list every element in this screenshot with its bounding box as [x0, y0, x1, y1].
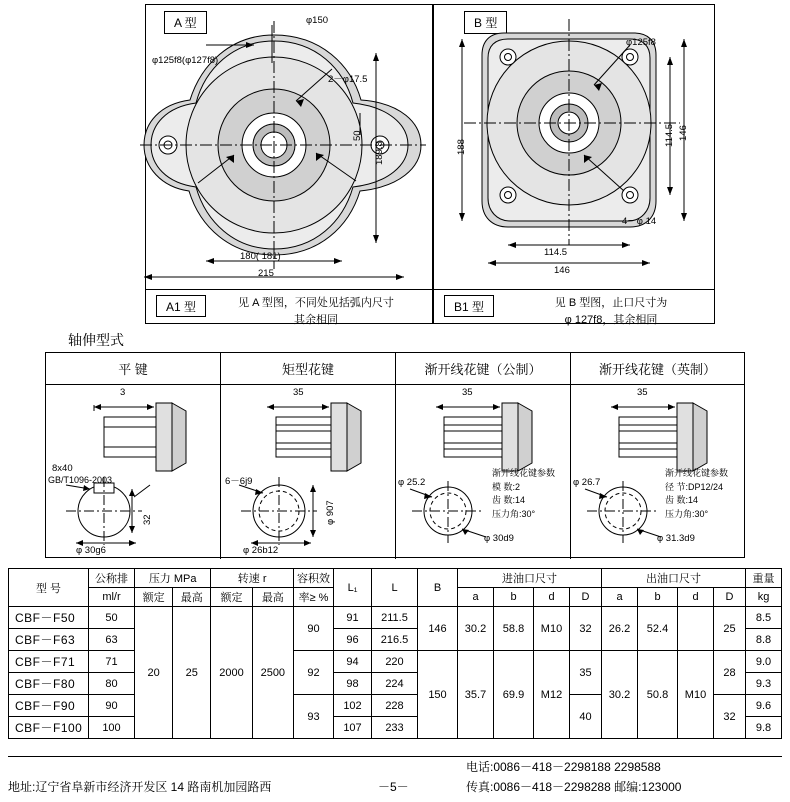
- cell-weight: 9.6: [746, 695, 782, 717]
- cell-out-b: 50.8: [638, 651, 678, 739]
- shaft4-dim-35: 35: [637, 387, 648, 398]
- th-speed-max: 最高: [252, 588, 293, 607]
- cell-in-a: 35.7: [458, 651, 494, 739]
- cell-in-D: 35: [570, 651, 602, 695]
- th-b: B: [418, 569, 458, 607]
- cell-l1: 96: [334, 629, 372, 651]
- th-speed-rated: 额定: [211, 588, 252, 607]
- cell-disp: 63: [89, 629, 135, 651]
- cell-l: 233: [372, 717, 418, 739]
- th-outlet: 出油口尺寸: [602, 569, 746, 588]
- shaft1-dim-phi30g6: φ 30g6: [76, 545, 106, 556]
- cell-out-a: 30.2: [602, 651, 638, 739]
- shaft2-dim-35: 35: [293, 387, 304, 398]
- th-inlet-D: D: [570, 588, 602, 607]
- shaft-types-table: [45, 352, 745, 558]
- dim-b-114-5: 114.5: [664, 123, 675, 147]
- panel-a-label: A 型: [164, 11, 207, 34]
- shaft4-dim-phi26-7: φ 26.7: [573, 477, 601, 488]
- shaft-col-2-header: 矩型花键: [221, 353, 395, 385]
- shaft1-dim-standard: GB/T1096-2003: [48, 475, 113, 485]
- cell-l: 216.5: [372, 629, 418, 651]
- th-outlet-D: D: [714, 588, 746, 607]
- shaft3-dim-phi25-2: φ 25.2: [398, 477, 426, 488]
- cell-in-D: 40: [570, 695, 602, 739]
- shaft-section-title: 轴伸型式: [68, 332, 124, 348]
- dim-215: 215: [258, 268, 274, 279]
- panel-b-type: [433, 4, 715, 324]
- cell-l: 220: [372, 651, 418, 673]
- cell-vol: 93: [294, 695, 334, 739]
- panel-b-label: B 型: [464, 11, 507, 34]
- th-volumetric-unit: 率≥ %: [294, 588, 334, 607]
- cell-model: CBF－F80: [9, 673, 89, 695]
- shaft-col-flat-key: [46, 353, 221, 559]
- th-outlet-a: a: [602, 588, 638, 607]
- cell-b: 146: [418, 607, 458, 651]
- shaft-drawing-rect-spline: [221, 385, 396, 557]
- th-l1: L₁: [334, 569, 372, 607]
- shaft4-params: 渐开线花键参数 径 节:DP12/24 齿 数:14 压力角:30°: [665, 468, 729, 519]
- cell-out-d: M10: [678, 651, 714, 739]
- top-drawing-panels: [145, 4, 715, 324]
- cell-in-d: M10: [534, 607, 570, 651]
- panel-b-note-line1: 见 B 型图，止口尺寸为: [554, 297, 668, 309]
- shaft-col-3-header: 渐开线花键（公制）: [396, 353, 570, 385]
- cell-out-D: 32: [714, 695, 746, 739]
- cell-l1: 102: [334, 695, 372, 717]
- shaft1-dim-8x40: 8x40: [52, 463, 73, 474]
- shaft3-dim-phi30d9: φ 30d9: [484, 533, 514, 544]
- panel-b-drawing: [434, 5, 716, 289]
- dim-b-188: 188: [456, 139, 467, 155]
- dim-b-146: 146: [554, 265, 570, 276]
- th-inlet-b: b: [494, 588, 534, 607]
- dim-phi125f8: φ125f8(φ127f8): [152, 55, 219, 66]
- th-volumetric: 容积效: [294, 569, 334, 588]
- cell-out-D: 25: [714, 607, 746, 651]
- cell-weight: 8.5: [746, 607, 782, 629]
- shaft-col-involute-imperial: [571, 353, 744, 559]
- shaft-col-involute-metric: [396, 353, 571, 559]
- dim-50: 50: [352, 130, 363, 141]
- cell-weight: 9.3: [746, 673, 782, 695]
- dim-2-phi175: 2－φ17.5: [328, 74, 368, 85]
- cell-vol: 90: [294, 607, 334, 651]
- dim-b-4-phi14: 4－φ 14: [622, 216, 657, 227]
- cell-l1: 94: [334, 651, 372, 673]
- cell-in-a: 30.2: [458, 607, 494, 651]
- table-row: [9, 607, 782, 629]
- footer-fax: 传真:0086－418－2298288 邮编:123000: [466, 780, 682, 794]
- cell-model: CBF－F50: [9, 607, 89, 629]
- cell-l: 211.5: [372, 607, 418, 629]
- cell-weight: 8.8: [746, 629, 782, 651]
- panel-a-drawing: [146, 5, 434, 289]
- shaft3-params: 渐开线花键参数 模 数:2 齿 数:14 压力角:30°: [492, 468, 556, 519]
- th-weight: 重量: [746, 569, 782, 588]
- th-pressure-max: 最高: [173, 588, 211, 607]
- th-outlet-d: d: [678, 588, 714, 607]
- cell-in-D: 32: [570, 607, 602, 651]
- footer-address: 地址:辽宁省阜新市经济开发区 14 路南机加园路西: [8, 780, 272, 794]
- cell-in-b: 58.8: [494, 607, 534, 651]
- shaft-col-1-header: 平 键: [46, 353, 220, 385]
- cell-disp: 71: [89, 651, 135, 673]
- panel-a1-label: A1 型: [156, 295, 206, 317]
- shaft2-dim-phi907: φ 907: [325, 500, 336, 525]
- page-footer: [0, 756, 790, 798]
- dim-189-8: 189.8: [374, 141, 385, 165]
- cell-l: 228: [372, 695, 418, 717]
- th-inlet-d: d: [534, 588, 570, 607]
- cell-l1: 107: [334, 717, 372, 739]
- th-weight-unit: kg: [746, 588, 782, 607]
- dim-180-181: 180( 181): [240, 251, 281, 262]
- th-inlet: 进油口尺寸: [458, 569, 602, 588]
- cell-in-d: M12: [534, 651, 570, 739]
- cell-model: CBF－F63: [9, 629, 89, 651]
- th-inlet-a: a: [458, 588, 494, 607]
- cell-out-d: [678, 607, 714, 651]
- shaft4-dim-phi31-3d9: φ 31.3d9: [657, 533, 695, 544]
- shaft-col-rect-spline: [221, 353, 396, 559]
- shaft-col-4-header: 渐开线花键（英制）: [571, 353, 744, 385]
- panel-a-note-line2: 其余相同: [294, 313, 338, 326]
- panel-b-note-line2: φ 127f8，其余相同: [564, 313, 658, 326]
- footer-page-number: －5－: [378, 780, 409, 794]
- cell-out-b: 52.4: [638, 607, 678, 651]
- panel-a-note-line1: 见 A 型图，不同处见括弧内尺寸: [238, 297, 394, 309]
- cell-model: CBF－F71: [9, 651, 89, 673]
- cell-p-rated: 20: [135, 607, 173, 739]
- panel-b1-label: B1 型: [444, 295, 494, 317]
- cell-out-a: 26.2: [602, 607, 638, 651]
- cell-p-max: 25: [173, 607, 211, 739]
- shaft3-dim-35: 35: [462, 387, 473, 398]
- cell-disp: 100: [89, 717, 135, 739]
- cell-weight: 9.8: [746, 717, 782, 739]
- dim-b-phi125f8: φ125f8: [626, 37, 656, 48]
- th-displacement: 公称排: [89, 569, 135, 588]
- cell-model: CBF－F90: [9, 695, 89, 717]
- th-pressure: 压力 MPa: [135, 569, 211, 588]
- th-pressure-rated: 额定: [135, 588, 173, 607]
- cell-model: CBF－F100: [9, 717, 89, 739]
- dim-b-146v: 146: [678, 125, 689, 141]
- shaft1-dim-32: 32: [142, 514, 153, 525]
- th-model: 型 号: [9, 569, 89, 607]
- table-row: [9, 651, 782, 673]
- shaft1-dim-3: 3: [120, 387, 126, 398]
- cell-l: 224: [372, 673, 418, 695]
- dim-b-114-5-h: 114.5: [544, 247, 568, 258]
- cell-vol: 92: [294, 651, 334, 695]
- cell-disp: 90: [89, 695, 135, 717]
- cell-in-b: 69.9: [494, 651, 534, 739]
- cell-n-rated: 2000: [211, 607, 252, 739]
- specification-table: [8, 568, 782, 739]
- shaft2-dim-6-6j9: 6－6j9: [225, 476, 253, 487]
- th-speed: 转速 r: [211, 569, 294, 588]
- cell-weight: 9.0: [746, 651, 782, 673]
- cell-b: 150: [418, 651, 458, 739]
- table-header-row-1: [9, 569, 782, 588]
- cell-n-max: 2500: [252, 607, 293, 739]
- cell-out-D: 28: [714, 651, 746, 695]
- dim-phi150: φ150: [306, 15, 329, 26]
- cell-disp: 50: [89, 607, 135, 629]
- th-displacement-unit: ml/r: [89, 588, 135, 607]
- cell-disp: 80: [89, 673, 135, 695]
- th-outlet-b: b: [638, 588, 678, 607]
- footer-telephone: 电话:0086－418－2298188 2298588: [466, 760, 661, 774]
- th-l: L: [372, 569, 418, 607]
- panel-a-type: [145, 4, 433, 324]
- cell-l1: 98: [334, 673, 372, 695]
- cell-l1: 91: [334, 607, 372, 629]
- shaft2-dim-phi26b12: φ 26b12: [243, 545, 279, 556]
